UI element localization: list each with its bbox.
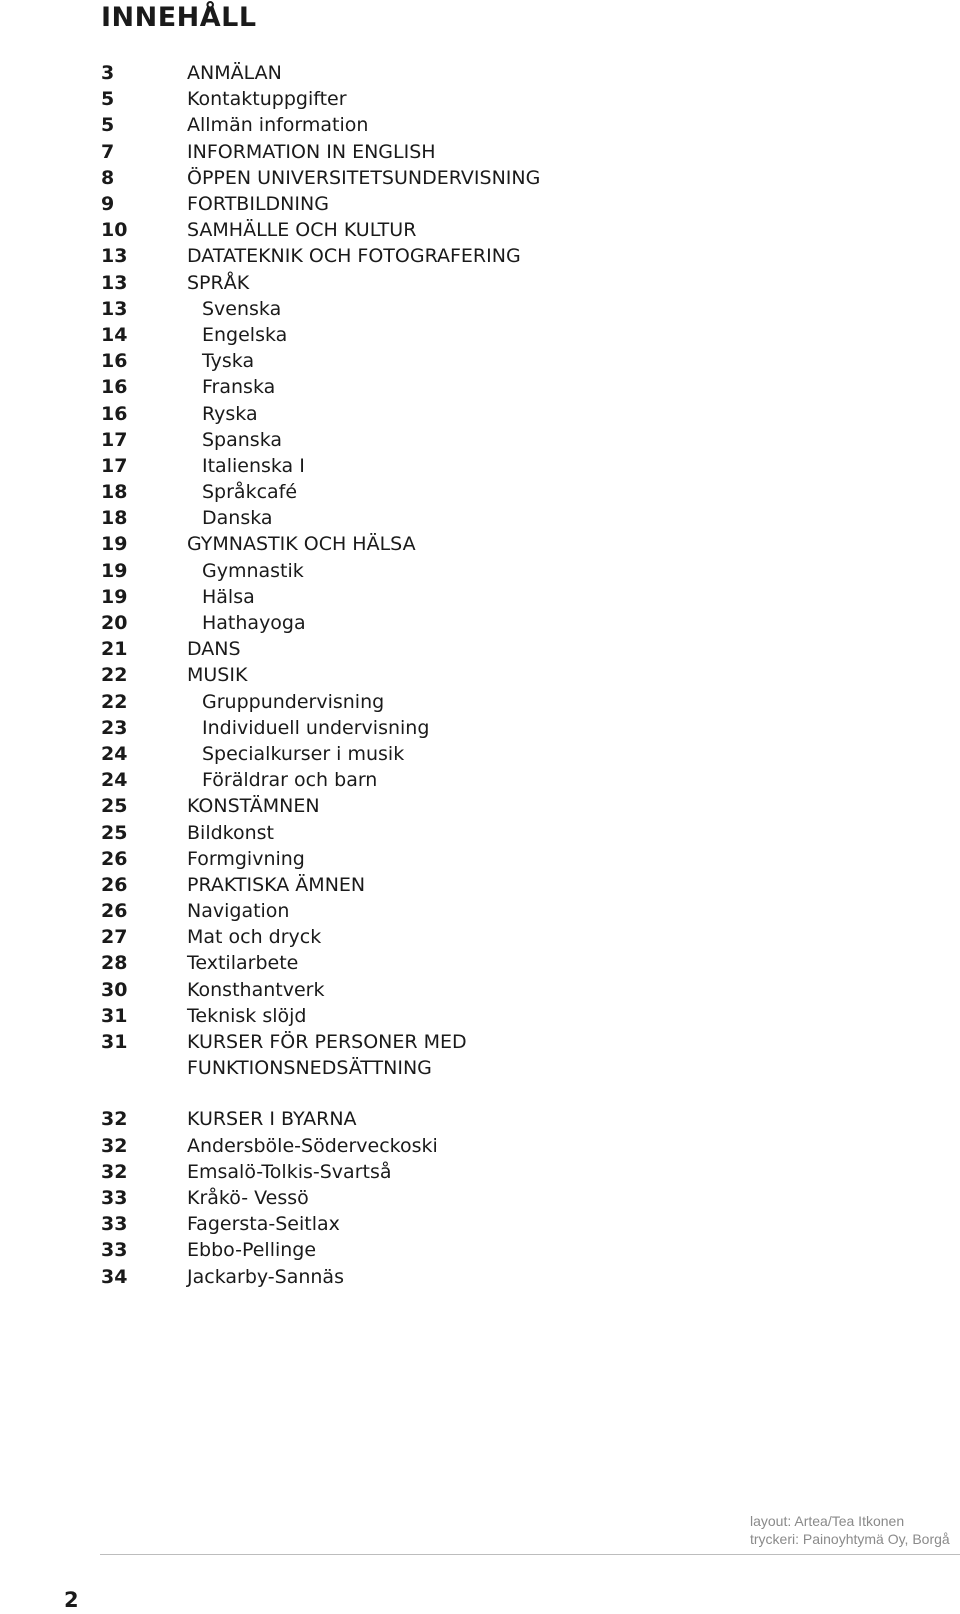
toc-entry-label: Navigation xyxy=(187,900,290,923)
colophon-printer: tryckeri: Painoyhtymä Oy, Borgå xyxy=(750,1531,950,1547)
toc-entry-label: Italienska I xyxy=(202,454,305,477)
toc-page-number: 28 xyxy=(101,952,128,975)
toc-page-number: 27 xyxy=(101,926,128,949)
toc-page-number: 17 xyxy=(101,454,128,477)
toc-page-number: 13 xyxy=(101,245,128,268)
toc-page-number: 26 xyxy=(101,847,128,870)
toc-row xyxy=(101,610,721,636)
toc-row xyxy=(101,715,721,741)
toc-row xyxy=(101,1003,721,1029)
toc-row xyxy=(101,950,721,976)
toc-row xyxy=(101,348,721,374)
toc-row xyxy=(101,898,721,924)
toc-page-number: 18 xyxy=(101,481,128,504)
toc-page-number: 19 xyxy=(101,559,128,582)
toc-entry-label: SAMHÄLLE OCH KULTUR xyxy=(187,219,417,242)
toc-page-number: 8 xyxy=(101,166,115,189)
toc-row xyxy=(101,819,721,845)
toc-entry-label: Tyska xyxy=(202,350,255,373)
toc-entry-label: Språkcafé xyxy=(202,481,298,504)
toc-page-number: 22 xyxy=(101,664,128,687)
toc-entry-label: PRAKTISKA ÄMNEN xyxy=(187,873,366,896)
toc-entry-label: Mat och dryck xyxy=(187,926,322,949)
toc-row xyxy=(101,217,721,243)
toc-page-number: 31 xyxy=(101,1031,128,1054)
toc-page-number: 31 xyxy=(101,1004,128,1027)
toc-page-number: 16 xyxy=(101,376,128,399)
toc-entry-label: KONSTÄMNEN xyxy=(187,795,320,818)
toc-row xyxy=(101,1055,721,1081)
toc-entry-label: ÖPPEN UNIVERSITETSUNDERVISNING xyxy=(187,166,541,189)
toc-row xyxy=(101,112,721,138)
toc-row xyxy=(101,505,721,531)
toc-row xyxy=(101,322,721,348)
toc-entry-label: KURSER I BYARNA xyxy=(187,1108,357,1131)
toc-row xyxy=(101,296,721,322)
toc-row xyxy=(101,479,721,505)
toc-page-number: 30 xyxy=(101,978,128,1001)
toc-row xyxy=(101,977,721,1003)
toc-entry-label: Spanska xyxy=(202,428,283,451)
toc-row xyxy=(101,531,721,557)
toc-entry-label: Ebbo-Pellinge xyxy=(187,1239,317,1262)
toc-page-number: 16 xyxy=(101,402,128,425)
toc-row xyxy=(101,1237,721,1263)
colophon xyxy=(750,1512,950,1548)
toc-row xyxy=(101,191,721,217)
toc-entry-label: KURSER FÖR PERSONER MED xyxy=(187,1031,467,1054)
toc-page-number: 34 xyxy=(101,1265,128,1288)
toc-page-number: 26 xyxy=(101,873,128,896)
toc-row xyxy=(101,793,721,819)
toc-entry-label: Emsalö-Tolkis-Svartså xyxy=(187,1160,392,1183)
toc-entry-label: Andersböle-Söderveckoski xyxy=(187,1134,438,1157)
toc-entry-label: INFORMATION IN ENGLISH xyxy=(187,140,436,163)
toc-page-number: 32 xyxy=(101,1108,128,1131)
toc-entry-label: Kråkö- Vessö xyxy=(187,1186,309,1209)
page-title: INNEHÅLL xyxy=(101,2,257,33)
toc-page-number: 26 xyxy=(101,900,128,923)
toc-entry-label: Gruppundervisning xyxy=(202,690,385,713)
toc-entry-label: Svenska xyxy=(202,297,282,320)
toc-page-number: 19 xyxy=(101,533,128,556)
toc-page-number: 3 xyxy=(101,62,115,85)
toc-page-number: 18 xyxy=(101,507,128,530)
toc-entry-label: DATATEKNIK OCH FOTOGRAFERING xyxy=(187,245,521,268)
toc-row xyxy=(101,1263,721,1289)
toc-row xyxy=(101,689,721,715)
toc-entry-label: GYMNASTIK OCH HÄLSA xyxy=(187,533,416,556)
toc-entry-label: Kontaktuppgifter xyxy=(187,88,347,111)
toc-page-number: 22 xyxy=(101,690,128,713)
toc-entry-label: Hathayoga xyxy=(202,612,306,635)
toc-row xyxy=(101,243,721,269)
toc-row xyxy=(101,1106,721,1132)
toc-page-number: 32 xyxy=(101,1160,128,1183)
toc-entry-label: Engelska xyxy=(202,323,288,346)
toc-entry-label: FORTBILDNING xyxy=(187,193,329,216)
toc-row xyxy=(101,1133,721,1159)
toc-entry-label: Teknisk slöjd xyxy=(187,1004,307,1027)
toc-row xyxy=(101,1185,721,1211)
toc-entry-label: Ryska xyxy=(202,402,258,425)
toc-page-number: 21 xyxy=(101,638,128,661)
toc-row xyxy=(101,924,721,950)
toc-row xyxy=(101,1211,721,1237)
toc-page-number: 24 xyxy=(101,769,128,792)
toc-entry-label: Allmän information xyxy=(187,114,369,137)
toc-page-number: 20 xyxy=(101,612,128,635)
toc-page-number: 16 xyxy=(101,350,128,373)
toc-row xyxy=(101,1029,721,1055)
toc-entry-label: ANMÄLAN xyxy=(187,62,282,85)
toc-row xyxy=(101,584,721,610)
toc-page-number: 5 xyxy=(101,88,115,111)
toc-row xyxy=(101,558,721,584)
toc-entry-label: Föräldrar och barn xyxy=(202,769,378,792)
toc-entry-label: DANS xyxy=(187,638,241,661)
toc-row xyxy=(101,270,721,296)
toc-entry-label: Franska xyxy=(202,376,276,399)
colophon-divider xyxy=(100,1554,960,1555)
toc-row xyxy=(101,453,721,479)
toc-entry-label: Bildkonst xyxy=(187,821,274,844)
toc-entry-label: Fagersta-Seitlax xyxy=(187,1213,340,1236)
toc-entry-label: Gymnastik xyxy=(202,559,304,582)
toc-page-number: 32 xyxy=(101,1134,128,1157)
toc-row xyxy=(101,374,721,400)
toc-entry-label: Formgivning xyxy=(187,847,305,870)
toc-page-number: 19 xyxy=(101,585,128,608)
toc-row xyxy=(101,846,721,872)
toc-entry-label: Textilarbete xyxy=(187,952,299,975)
toc-page-number: 23 xyxy=(101,716,128,739)
toc-page-number: 5 xyxy=(101,114,115,137)
toc-entry-label: SPRÅK xyxy=(187,271,250,294)
page-number: 2 xyxy=(64,1588,79,1612)
toc-row xyxy=(101,165,721,191)
toc-entry-label: FUNKTIONSNEDSÄTTNING xyxy=(187,1057,432,1080)
toc-row xyxy=(101,767,721,793)
colophon-layout: layout: Artea/Tea Itkonen xyxy=(750,1513,905,1529)
toc-row xyxy=(101,741,721,767)
toc-row xyxy=(101,400,721,426)
toc-page-number: 13 xyxy=(101,297,128,320)
toc-row xyxy=(101,86,721,112)
toc-page-number: 25 xyxy=(101,795,128,818)
toc-entry-label: Hälsa xyxy=(202,585,255,608)
toc-page-number: 24 xyxy=(101,742,128,765)
toc-entry-label: MUSIK xyxy=(187,664,248,687)
toc-row xyxy=(101,427,721,453)
toc-page-number: 33 xyxy=(101,1213,128,1236)
toc-entry-label: Danska xyxy=(202,507,273,530)
toc-page-number: 14 xyxy=(101,323,128,346)
toc-page-number: 13 xyxy=(101,271,128,294)
toc-row xyxy=(101,872,721,898)
toc-row xyxy=(101,662,721,688)
toc-page-number: 7 xyxy=(101,140,115,163)
toc-row xyxy=(101,60,721,86)
toc-entry-label: Specialkurser i musik xyxy=(202,742,405,765)
toc-page-number: 33 xyxy=(101,1186,128,1209)
toc-row xyxy=(101,636,721,662)
toc-page-number: 33 xyxy=(101,1239,128,1262)
toc-entry-label: Jackarby-Sannäs xyxy=(187,1265,344,1288)
toc-page-number: 17 xyxy=(101,428,128,451)
toc-entry-label: Konsthantverk xyxy=(187,978,325,1001)
toc-row xyxy=(101,139,721,165)
toc-page-number: 10 xyxy=(101,219,128,242)
toc-page-number: 9 xyxy=(101,193,115,216)
toc-entry-label: Individuell undervisning xyxy=(202,716,430,739)
toc-row xyxy=(101,1159,721,1185)
table-of-contents xyxy=(101,60,721,1290)
toc-page-number: 25 xyxy=(101,821,128,844)
